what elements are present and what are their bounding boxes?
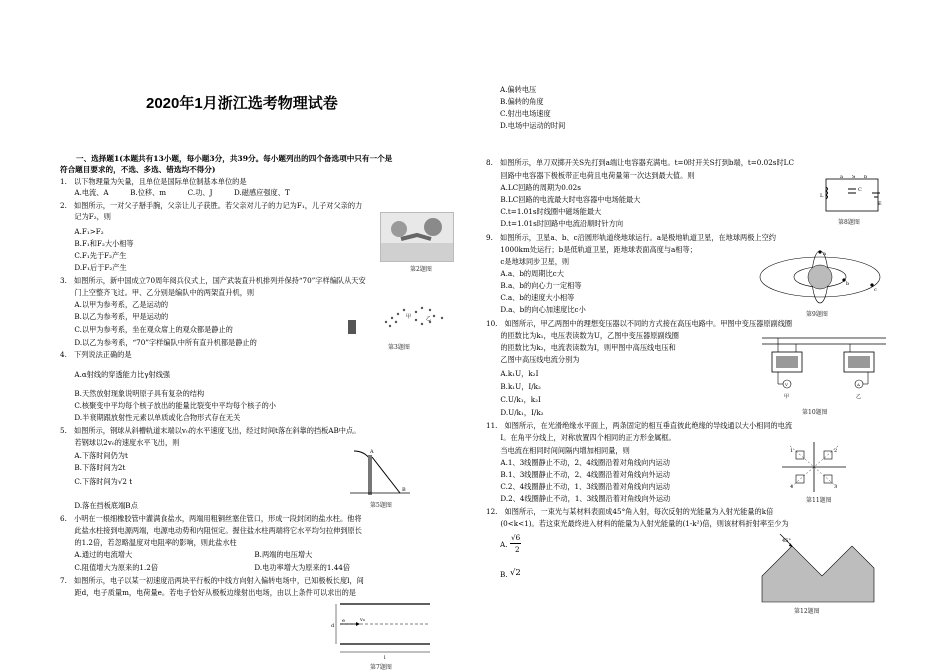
fig9-label-b: b [846,281,850,287]
q5-option-b: B.下落时间为2t [60,463,126,472]
q2-stem-cont: 记为F₂，则 [60,212,111,221]
q8-option-a: A.LC回路的周期为0.02s [486,183,581,192]
q12-option-a-den: 2 [515,545,520,554]
q6-stem-cont: 此盐水柱接到电源两端，电源电动势和内阻恒定。握住盐水柱两端将它水平均匀拉伸到原长 [60,526,362,535]
fig5-caption: 第5题图 [370,502,392,509]
q5-option-a: A.下落时间仍为t [60,451,128,460]
q2-option-b: B.F₁和F₂大小相等 [60,239,134,248]
fig3-caption: 第3题图 [388,344,410,351]
q9-option-d: D.a、b的向心加速度比c小 [486,305,586,314]
fig9-caption: 第9题图 [806,311,828,318]
fig8-caption: 第8题图 [838,219,860,226]
fig8-label-c: C [858,187,862,193]
fig5-ramp-diagram [350,445,410,497]
q8-stem-cont: 回路中电容器下极板带正电荷且电荷量第一次达到最大值。则 [486,171,695,180]
q4-option-b: B.天然放射现象说明原子具有复杂的结构 [60,389,205,398]
q2-option-a: A.F₁>F₂ [60,227,104,236]
q9-stem: 9. 如图所示，卫星a、b、c沿圆形轨道绕地球运行。a是极地轨道卫星，在地球两极上空约 [486,233,776,242]
q7-option-d: D.电场中运动的时间 [500,121,566,130]
fig9-satellite-orbits [756,247,886,309]
fig8-label-e: E [878,201,882,207]
q3-option-c: C.以甲为参考系，坐在观众席上的观众都是静止的 [60,325,233,334]
fig5-label-a: A [370,449,374,455]
section-heading-cont: 符合题目要求的，不选、多选、错选均不得分) [60,165,216,174]
q5-option-c: C.下落时间为√2 t [60,477,133,486]
section-heading: 一、选择题1(本题共有13小题，每小题3分，共39分。每小题列出的四个备选项中只有一个是 [76,154,393,163]
q6-option-c: C.阻值增大为原来的1.2倍 [60,563,159,572]
fig2-photo [380,212,454,262]
fig9-label-c: c [874,287,877,293]
fig10-voltmeter: V [785,382,788,387]
q11-option-b: B.1、3线圈静止不动，2、4线圈沿着对角线向外运动 [486,470,670,479]
fig11-label-1: 1 [790,448,794,454]
fig10-label-jia: 甲 [784,394,790,400]
q6-option-b: B.两端的电压增大 [240,550,313,559]
fig11-label-2: 2 [834,448,838,454]
arm-wrestling-illustration [381,213,453,261]
q9-stem-cont2: c是地球同步卫星，则 [486,257,570,266]
q12-stem: 12. 如图所示，一束光与某材料表面成45°角入射，每次反射的光能量为入射光能量的k倍 [486,507,774,516]
q6-stem: 6. 小明在一根细橡胶管中灌满食盐水，两端用粗铜丝塞住管口，形成一段封闭的盐水柱。他将 [60,514,362,523]
fig8-label-a: a [840,175,843,180]
q7-option-b: B.偏转的角度 [500,97,544,106]
fig11-crossed-wires [776,440,852,494]
fig7-label-v: v₀ [360,617,365,623]
q2-option-d: D.F₁后于F₂产生 [60,263,127,272]
q10-option-d: D.U/k₁，I/k₂ [486,408,544,417]
fig12-angle-label: 45° [782,538,791,544]
q8-option-b: B.LC回路的电流最大时电容器中电场能最大 [486,195,641,204]
q10-stem-cont2: 的匝数比为k₂，电流表读数为I，则甲图中高压线电压和 [486,343,676,352]
fig2-caption: 第2题图 [410,266,432,273]
q4-option-c: C.核聚变中平均每个核子放出的能量比裂变中平均每个核子的小 [60,401,276,410]
q8-option-d: D.t=1.01s时回路中电流沿顺时针方向 [486,219,624,228]
fig12-zigzag-material [758,530,878,604]
q10-stem-cont: 的匝数比为k₁，电压表读数为U，乙图中变压器原副线圈 [486,331,679,340]
q6-option-a: A.通过的电流增大 [60,550,133,559]
q3-stem: 3. 如图所示，新中国成立70周年阅兵仪式上，国产武装直升机排列并保持“70”字样编队从天安 [60,276,366,285]
fig9-label-a: a [823,251,826,257]
q12-option-a-num: √6 [511,533,521,542]
q6-stem-cont2: 的1.2倍，若忽略温度对电阻率的影响，则此盐水柱 [60,538,237,547]
q9-option-a: A.a、b的周期比c大 [486,269,564,278]
q8-option-c: C.t=1.01s时线圈中磁场能最大 [486,207,602,216]
fig8-lc-circuit [820,175,884,215]
fig7-caption: 第7题图 [370,664,392,671]
q7-stem: 7. 如图所示，电子以某一初速度沿两块平行板的中线方向射入偏转电场中，已知极板长度l，间 [60,576,364,585]
fig12-caption: 第12题图 [794,608,820,615]
q7-stem-cont: 距d，电子质量m，电荷量e。若电子恰好从极板边缘射出电场，由以上条件可以求出的是 [60,588,356,597]
fig7-label-d: d [331,623,335,629]
q12-option-b-label: B. [500,570,508,579]
q10-option-a: A.k₁U，k₂I [486,369,539,378]
fig10-label-yi: 乙 [856,394,862,400]
q3-option-a: A.以甲为参考系，乙是运动的 [60,300,169,309]
q10-stem-cont3: 乙图中高压线电流分别为 [486,355,580,364]
fig11-label-3: 3 [834,484,838,490]
page-title: 2020年1月浙江选考物理试卷 [146,95,338,112]
fig7-label-e: e [342,618,345,624]
q4-stem: 4. 下列说法正确的是 [60,350,132,359]
q4-option-d: D.半衰期跟放射性元素以单质或化合物形式存在无关 [60,413,241,422]
q3-stem-cont: 门上空整齐飞过。甲、乙分别是编队中的两架直升机，则 [60,288,255,297]
q4-option-a: A.α射线的穿透能力比γ射线强 [60,370,171,379]
q6-option-d: D.电功率增大为原来的1.44倍 [240,563,351,572]
q5-stem: 5. 如图所示，钢球从斜槽轨道末端以v₀的水平速度飞出，经过时间t落在斜靠的挡板AB中点。 [60,426,361,435]
fig11-label-4: 4 [790,484,794,490]
q5-stem-cont: 若钢球以2v₀的速度水平飞出，则 [60,438,180,447]
q10-option-b: B.k₁U，I/k₂ [486,382,541,391]
fig10-ammeter: A [857,382,860,387]
q2-option-c: C.F₁先于F₂产生 [60,251,127,260]
fig3-helicopter-formation [346,298,456,340]
q1-stem: 1. 以下物理量为矢量，且单位是国际单位制基本单位的是 [60,177,247,186]
q9-option-c: C.a、b的速度大小相等 [486,293,575,302]
q11-option-a: A.1、3线圈静止不动，2、4线圈沿着对角线向内运动 [486,458,670,467]
q7-option-c: C.射出电场速度 [500,109,551,118]
fig11-caption: 第11题图 [806,497,832,504]
q10-option-c: C.U/k₁，k₂I [486,395,541,404]
fig10-transformers [758,332,890,404]
q11-stem-cont: I。在角平分线上，对称放置四个相同的正方形金属框。 [486,433,676,442]
fig3-label-jia: 甲 [406,314,412,320]
q5-option-d: D.落在挡板底端B点 [60,501,138,510]
fig5-label-b: B [402,487,406,493]
fig3-label-yi: 乙 [426,316,432,322]
fig8-label-b: b [864,175,868,180]
q11-option-c: C.2、4线圈静止不动，1、3线圈沿着对角线向内运动 [486,482,670,491]
fig8-label-s: S [852,175,856,180]
q10-stem: 10. 如图所示，甲乙两图中的理想变压器以不同的方式接在高压电路中。甲图中变压器原副线圈 [486,319,793,328]
q12-stem-cont: (0<k<1)。若这束光最终进入材料的能量为入射光能量的(1-k²)倍，则该材料折射率至少为 [486,519,789,528]
q1-options: A.电流、A B.位移、m C.功、J D.磁感应强度、T [60,188,290,197]
q9-stem-cont: 1000km处运行；b是低轨道卫星，距地球表面高度与a相等； [486,245,697,254]
q11-stem-cont2: 当电流在相同时间间隔内增加相同量，则 [486,446,630,455]
q12-option-a-label: A. [500,540,508,549]
q3-option-d: D.以乙为参考系，“70”字样编队中所有直升机都是静止的 [60,338,257,347]
q9-option-b: B.a、b的向心力一定相等 [486,281,582,290]
fig10-caption: 第10题图 [802,409,828,416]
q11-stem: 11. 如图所示，在光滑绝缘水平面上，两条固定的相互垂直彼此绝缘的导线通以大小相同的电流 [486,421,793,430]
q7-option-a: A.偏转电压 [500,85,537,94]
q12-option-b-value: √2 [510,568,521,578]
fig7-label-l: l [384,655,386,661]
q2-stem: 2. 如图所示，一对父子掰手腕，父亲让儿子获胜。若父亲对儿子的力记为F₁，儿子对父亲的力 [60,201,363,210]
q3-option-b: B.以乙为参考系，甲是运动的 [60,312,169,321]
fig8-label-l: L [820,193,824,199]
q11-option-d: D.2、4线圈静止不动，1、3线圈沿着对角线向外运动 [486,494,671,503]
q8-stem: 8. 如图所示，单刀双掷开关S先打到a端让电容器充满电。t=0时开关S打到b端，t=0.02s时LC [486,158,794,167]
fig7-parallel-plates [330,598,440,662]
